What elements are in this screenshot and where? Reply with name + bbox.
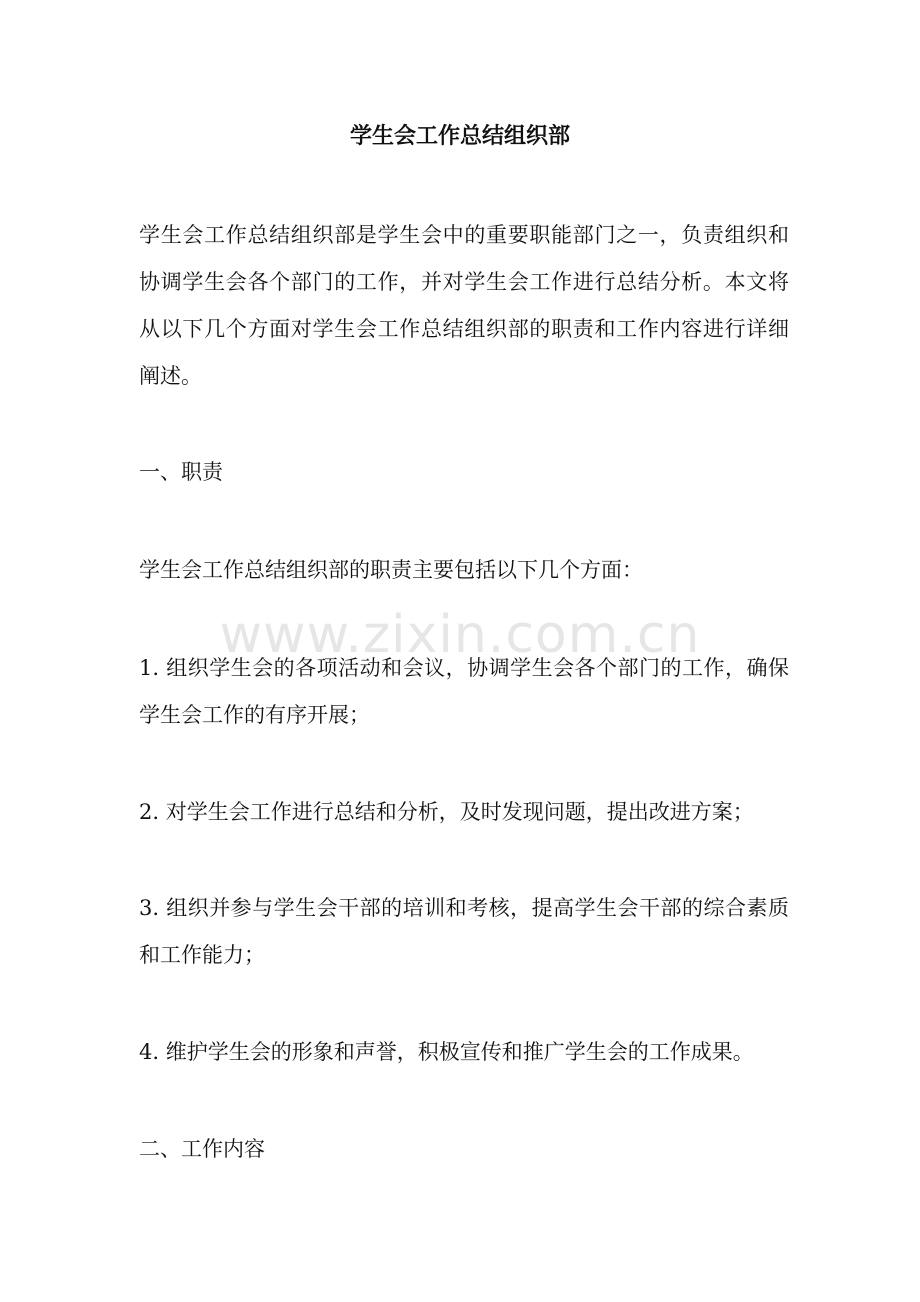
watermark-text: www.zixin.com.cn — [219, 605, 701, 665]
intro-paragraph: 学生会工作总结组织部是学生会中的重要职能部门之一，负责组织和协调学生会各个部门的工作，并对学生会工作进行总结分析。本文将从以下几个方面对学生会工作总结组织部的职责和工作内容进行详细阐述。 — [139, 223, 789, 388]
section-heading-duties: 一、职责 — [139, 460, 223, 484]
duty-item-2: 2. 对学生会工作进行总结和分析，及时发现问题，提出改进方案； — [139, 800, 754, 824]
duties-lead-paragraph: 学生会工作总结组织部的职责主要包括以下几个方面： — [139, 558, 643, 582]
duty-item-1: 1. 组织学生会的各项活动和会议，协调学生会各个部门的工作，确保学生会工作的有序开展； — [139, 656, 789, 727]
duty-item-3: 3. 组织并参与学生会干部的培训和考核，提高学生会干部的综合素质和工作能力； — [139, 896, 789, 967]
section-heading-work-content: 二、工作内容 — [139, 1137, 265, 1161]
document-title: 学生会工作总结组织部 — [349, 123, 570, 149]
duty-item-4: 4. 维护学生会的形象和声誉，积极宣传和推广学生会的工作成果。 — [139, 1040, 754, 1064]
